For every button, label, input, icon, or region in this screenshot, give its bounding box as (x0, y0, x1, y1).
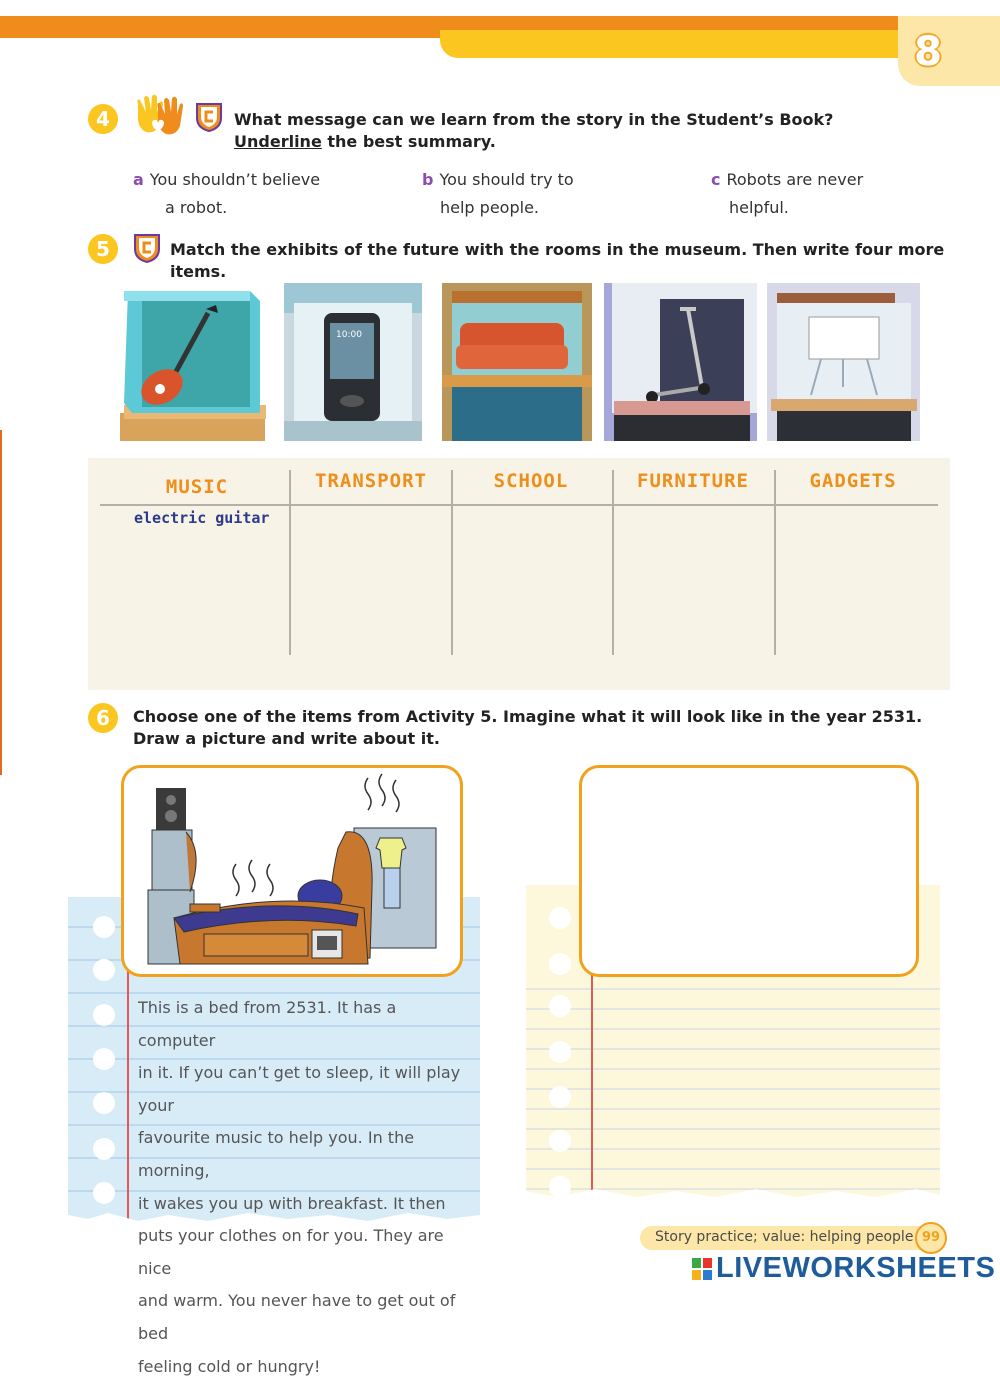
header-music: MUSIC (165, 476, 229, 498)
drawing-area[interactable] (579, 765, 919, 977)
option-a[interactable] (133, 166, 383, 222)
liveworksheets-brand[interactable]: LIVEWORKSHEETS (716, 1252, 996, 1284)
header-furniture: FURNITURE (637, 470, 749, 492)
option-b[interactable] (422, 166, 672, 222)
activity-4-number: 4 (88, 104, 118, 134)
activity-6-instruction-line2: Draw a picture and write about it. (133, 729, 440, 748)
header-school: SCHOOL (493, 470, 569, 492)
table-header-rule (100, 504, 938, 506)
story-line: and warm. You never have to get out of bed (138, 1291, 456, 1343)
header-transport: TRANSPORT (315, 470, 427, 492)
photo-mobile-phone (284, 283, 422, 441)
header-band-yellow (440, 30, 920, 58)
story-line: favourite music to help you. In the morning, (138, 1128, 415, 1180)
activity-5-instruction: Match the exhibits of the future with the rooms in the museum. Then write four more items. (170, 240, 945, 281)
story-line: in it. If you can’t get to sleep, it will play your (138, 1063, 461, 1115)
critical-thinking-badge-icon (134, 233, 160, 263)
photo-electric-guitar (120, 283, 270, 441)
helping-hands-icon (132, 94, 188, 138)
activity-6-instruction (133, 706, 973, 750)
underline-word: Underline (234, 132, 322, 151)
option-c-line1: Robots are never (726, 170, 864, 189)
page-number: 99 (915, 1222, 947, 1254)
story-line: it wakes you up with breakfast. It then (138, 1193, 446, 1213)
option-c[interactable] (711, 166, 961, 222)
unit-number: 8 (914, 29, 942, 75)
photo-whiteboard (767, 283, 920, 441)
option-b-line1: You should try to (439, 170, 574, 189)
option-a-line2: a robot. (165, 198, 228, 217)
option-a-letter: a (133, 170, 144, 189)
example-story-text (138, 992, 476, 1383)
activity-4-instruction-rest: the best summary. (321, 132, 496, 151)
table-column-divider (774, 470, 776, 655)
critical-thinking-badge-icon (196, 102, 222, 132)
table-column-divider (289, 470, 291, 655)
table-column-divider (451, 470, 453, 655)
photo-scooter (604, 283, 757, 441)
footer-caption: Story practice; value: helping people (655, 1229, 914, 1245)
future-bed-drawing (124, 768, 460, 974)
option-a-line1: You shouldn’t believe (149, 170, 321, 189)
option-b-letter: b (422, 170, 434, 189)
header-gadgets: GADGETS (809, 470, 897, 492)
liveworksheets-logo-icon (692, 1258, 712, 1280)
left-edge-marker (0, 430, 2, 775)
activity-5-number: 5 (88, 234, 118, 264)
option-b-line2: help people. (440, 198, 539, 217)
activity-4-instruction-line1: What message can we learn from the story in the Student’s Book? (234, 110, 834, 129)
option-c-line2: helpful. (729, 198, 789, 217)
activity-6-number: 6 (88, 703, 118, 733)
activity-4-instruction (234, 109, 884, 153)
story-line: feeling cold or hungry! (138, 1356, 321, 1376)
story-line: puts your clothes on for you. They are nice (138, 1226, 444, 1278)
story-line: This is a bed from 2531. It has a computer (138, 998, 397, 1050)
option-c-letter: c (711, 170, 721, 189)
table-column-divider (612, 470, 614, 655)
activity-6-instruction-line1: Choose one of the items from Activity 5. Imagine what it will look like in the year 2531. (133, 707, 923, 726)
phone-screen-text: 10:00 (336, 330, 362, 340)
example-answer: electric guitar (134, 509, 270, 527)
activity-4-instruction-line2 (234, 131, 884, 153)
example-drawing-frame (121, 765, 463, 977)
photo-sofa (442, 283, 592, 441)
